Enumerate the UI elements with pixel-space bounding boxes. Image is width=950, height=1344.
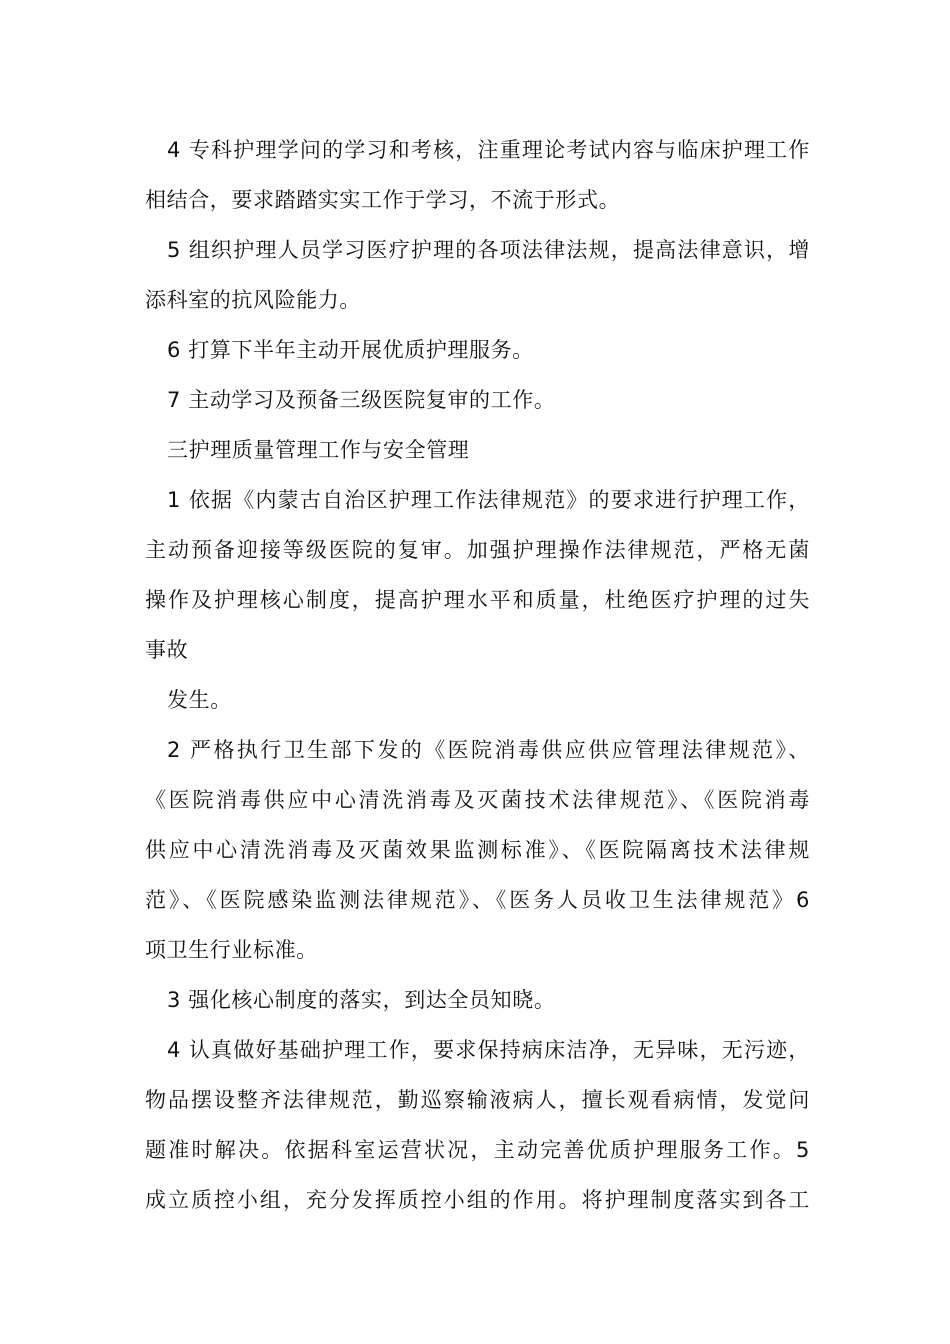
paragraph-line: 4 认真做好基础护理工作，要求保持病床洁净，无异味，无污迹， (167, 1038, 810, 1062)
section-heading: 三护理质量管理工作与安全管理 (167, 438, 470, 462)
paragraph-line: 主动预备迎接等级医院的复审。加强护理操作法律规范，严格无菌 (145, 538, 810, 562)
paragraph-line: 项卫生行业标准。 (145, 938, 318, 962)
paragraph-line: 范》、《医院感染监测法律规范》、《医务人员收卫生法律规范》6 (145, 888, 810, 912)
paragraph-line: 题准时解决。依据科室运营状况，主动完善优质护理服务工作。5 (145, 1138, 810, 1162)
paragraph-line: 1 依据《内蒙古自治区护理工作法律规范》的要求进行护理工作， (167, 488, 810, 512)
paragraph-line: 6 打算下半年主动开展优质护理服务。 (167, 338, 534, 362)
paragraph-line: 3 强化核心制度的落实，到达全员知晓。 (167, 988, 556, 1012)
paragraph-line: 4 专科护理学问的学习和考核，注重理论考试内容与临床护理工作 (167, 138, 810, 162)
paragraph-line: 供应中心清洗消毒及灭菌效果监测标准》、《医院隔离技术法律规 (145, 838, 810, 862)
paragraph-line: 物品摆设整齐法律规范，勤巡察输液病人，擅长观看病情，发觉问 (145, 1088, 810, 1112)
paragraph-line: 事故 (145, 638, 189, 662)
paragraph-line: 《医院消毒供应中心清洗消毒及灭菌技术法律规范》、《医院消毒 (145, 788, 810, 812)
paragraph-line: 5 组织护理人员学习医疗护理的各项法律法规，提高法律意识，增 (167, 238, 810, 262)
paragraph-line: 成立质控小组，充分发挥质控小组的作用。将护理制度落实到各工 (145, 1188, 810, 1212)
paragraph-line: 发生。 (167, 688, 232, 712)
paragraph-line: 添科室的抗风险能力。 (145, 288, 361, 312)
paragraph-line: 2 严格执行卫生部下发的《医院消毒供应供应管理法律规范》、 (167, 738, 810, 762)
paragraph-line: 相结合，要求踏踏实实工作于学习，不流于形式。 (145, 188, 621, 212)
paragraph-line: 操作及护理核心制度，提高护理水平和质量，杜绝医疗护理的过失 (145, 588, 810, 612)
paragraph-line: 7 主动学习及预备三级医院复审的工作。 (167, 388, 556, 412)
